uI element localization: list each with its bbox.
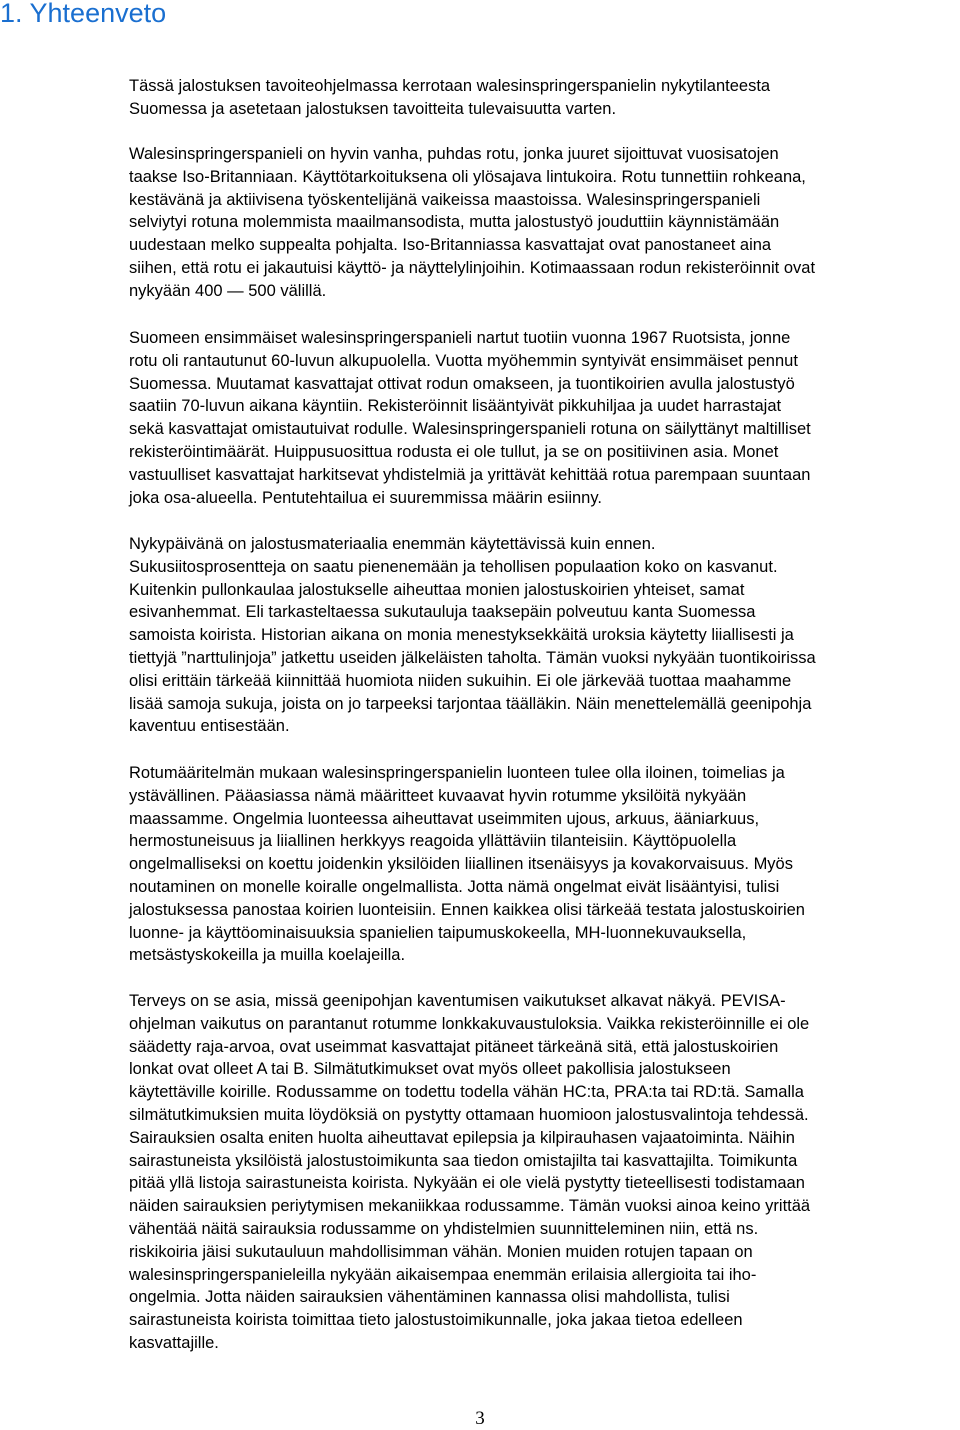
- paragraph-line: Sairauksien osalta eniten huolta aiheuttavat epilepsia ja kilpirauhasen vajaatoiminta. Näihin: [129, 1128, 795, 1147]
- paragraph-line: jalostuksessa panostaa koirien luonteisiin. Ennen kaikkea olisi tärkeää testata jalostuskoirien: [129, 900, 805, 919]
- paragraph-line: hermostuneisuus ja liiallinen herkkyys reagoida yllättäviin tilanteisiin. Käyttöpuolella: [129, 832, 737, 851]
- paragraph-line: samoista koirista. Historian aikana on monia menestyksekkäitä uroksia käytetty liiallisesti ja: [129, 626, 794, 645]
- paragraph-line: Tässä jalostuksen tavoiteohjelmassa kerrotaan walesinspringerspanielin nykytilanteesta: [129, 77, 771, 95]
- paragraph-line: Sukusiitosprosentteja on saatu pienenemään ja tehollisen populaation koko on kasvanut.: [129, 557, 778, 576]
- paragraph-line: rotu oli rantautunut 60-luvun alkupuolella. Vuotta myöhemmin syntyivät ensimmäiset pennut: [129, 351, 798, 370]
- paragraph-line: kestävänä ja aktiivisena työskentelijänä vaikeissa maastoissa. Walesinspringerspanieli: [129, 190, 761, 209]
- paragraph-line: kaventuu entisestään.: [129, 717, 290, 736]
- paragraph-line: pitää yllä listoja sairastuneista koirista. Nykyään ei ole vielä pystytty tieteellisesti todistamaan: [129, 1174, 805, 1193]
- paragraph-line: Suomessa ja asetetaan jalostuksen tavoitteita tulevaisuutta varten.: [129, 99, 617, 118]
- paragraph-line: uudestaan melko suppealta pohjalta. Iso-Britanniassa kasvattajat ovat panostaneet aina: [129, 236, 772, 255]
- paragraph-line: Kuitenkin pullonkaulaa jalostukselle aiheuttaa monien jalostuskoirien yhteiset, samat: [129, 580, 745, 599]
- paragraph-line: joka osa-alueella. Pentutehtailua ei suuremmissa määrin esiinny.: [129, 488, 602, 507]
- paragraph-line: noutaminen on monelle koiralle ongelmallista. Jotta nämä ongelmat eivät lisääntyisi, tulisi: [129, 878, 780, 896]
- paragraph-line: nykyään 400 — 500 välillä.: [129, 281, 327, 300]
- paragraph-line: silmätutkimuksien muita löydöksiä on pystytty ottamaan huomioon jalostusvalintoja tehdessä.: [129, 1106, 809, 1124]
- paragraph-line: vastuulliset kasvattajat harkitsevat yhdistelmiä ja yrittävät kehittää rotua parempaan suuntaan: [129, 465, 811, 484]
- paragraph-line: maassamme. Ongelmia luonteessa aiheuttavat useimmiten ujous, arkuus, ääniarkuus,: [129, 809, 760, 828]
- paragraph-line: säädetty raja-arvoa, ovat useimmat kasvattajat pitäneet tärkeänä sitä, että jalostuskoirien: [129, 1037, 779, 1056]
- paragraph-line: vähentää näitä sairauksia rodussamme on yhdistelmien suunnitteleminen niin, että ns.: [129, 1220, 759, 1238]
- paragraph-line: lonkat ovat olleet A tai B. Silmätutkimukset ovat myös olleet pakollisia jalostukseen: [129, 1060, 731, 1079]
- paragraph-line: Rotumääritelmän mukaan walesinspringerspanielin luonteen tulee olla iloinen, toimelias ja: [129, 764, 785, 782]
- paragraph-line: näiden sairauksien periytymisen mekaniikkaa rodussamme. Tämän vuoksi ainoa keino yrittää: [129, 1197, 811, 1216]
- paragraph-line: walesinspringerspanieleilla nykyään aikaisempaa enemmän erilaisia allergioita tai iho-: [129, 1265, 757, 1284]
- paragraph-line: sairastuneista koirista toimittaa tieto jalostustoimikunnalle, joka jakaa tietoa edelleen: [129, 1311, 743, 1330]
- paragraph-line: Nykypäivänä on jalostusmateriaalia enemmän käytettävissä kuin ennen.: [129, 535, 656, 553]
- paragraph-line: kasvattajille.: [129, 1334, 219, 1352]
- paragraph-line: Terveys on se asia, missä geenipohjan kaventumisen vaikutukset alkavat näkyä. PEVISA-: [129, 992, 786, 1010]
- paragraph-line: käytettäville koirille. Rodussamme on todettu todella vähän HC:ta, PRA:ta tai RD:tä. Samalla: [129, 1083, 804, 1102]
- paragraph-line: luonne- ja käyttöominaisuuksia spanielien taipumuskokeella, MH-luonnekuvauksella,: [129, 923, 747, 942]
- paragraph-line: taakse Iso-Britanniaan. Käyttötarkoituksena oli ylösajava lintukoira. Rotu tunnettiin rohkeana,: [129, 167, 806, 186]
- paragraph-line: siihen, että rotu ei jakautuisi käyttö- ja näyttelylinjoihin. Kotimaassaan rodun rekisteröinnit ovat: [129, 259, 816, 277]
- paragraph-line: lisää samoja sukuja, joista on jo tarpeeksi tarjontaa täälläkin. Näin menettelemällä geenipohja: [129, 694, 812, 713]
- paragraph-line: riskikoiria jäisi sukutauluun mahdollisimman vähän. Monien muiden rotujen tapaan on: [129, 1242, 753, 1261]
- paragraph-line: Suomessa. Muutamat kasvattajat ottivat rodun omakseen, ja tuontikoirien avulla jalostustyö: [129, 374, 795, 393]
- section-heading: 1. Yhteenveto: [0, 0, 167, 28]
- paragraph-line: ongelmia. Jotta näiden sairauksien vähentäminen kannassa olisi mahdollista, tulisi: [129, 1288, 730, 1307]
- paragraph-line: sekä kasvattajat omistautuivat rodulle. Walesinspringerspanieli rotuna on säilyttänyt maltilliset: [129, 420, 811, 439]
- paragraph-line: ystävällinen. Pääasiassa nämä määritteet kuvaavat hyvin rotumme yksilöitä nykyään: [129, 786, 747, 805]
- paragraph-line: sairastuneista yksilöistä jalostustoimikunta saa tiedon omistajilta tai kasvattajilta. Toimikunta: [129, 1151, 798, 1170]
- paragraph-line: Walesinspringerspanieli on hyvin vanha, puhdas rotu, jonka juuret sijoittuvat vuosisatojen: [129, 145, 779, 163]
- page-number: 3: [475, 1408, 485, 1429]
- paragraph-line: Suomeen ensimmäiset walesinspringerspanieli nartut tuotiin vuonna 1967 Ruotsista, jonne: [129, 329, 791, 347]
- paragraph-line: tiettyjä ”narttulinjoja” jatkettu useiden jälkeläisten taholta. Tämän vuoksi nykyään tuontikoirissa: [129, 649, 816, 667]
- paragraph-line: saatiin 70-luvun aikana käyntiin. Rekisteröinnit lisääntyivät pikkuhiljaa ja uudet harrastajat: [129, 397, 782, 416]
- paragraph-line: selviytyi rotuna molemmista maailmansodista, mutta jalostustyö jouduttiin käynnistämään: [129, 213, 780, 232]
- paragraph-line: metsästyskokeilla ja muilla koelajeilla.: [129, 946, 406, 965]
- paragraph-line: olisi erittäin tärkeää kiinnittää huomiota niiden sukuihin. Ei ole järkevää tuottaa maahamme: [129, 671, 792, 690]
- paragraph-line: ohjelman vaikutus on parantanut rotumme lonkkakuvaustuloksia. Vaikka rekisteröinnille ei ole: [129, 1014, 810, 1033]
- paragraph-line: esivanhemmat. Eli tarkasteltaessa sukutauluja taaksepäin polveutuu kanta Suomessa: [129, 603, 756, 622]
- paragraph-line: ongelmalliseksi on koettu joidenkin yksilöiden liiallinen itsenäisyys ja kovakorvaisuus. Myös: [129, 855, 793, 874]
- paragraph-line: rekisteröintimäärät. Huippusuosittua rodusta ei ole tullut, ja se on positiivinen asia. Monet: [129, 443, 779, 461]
